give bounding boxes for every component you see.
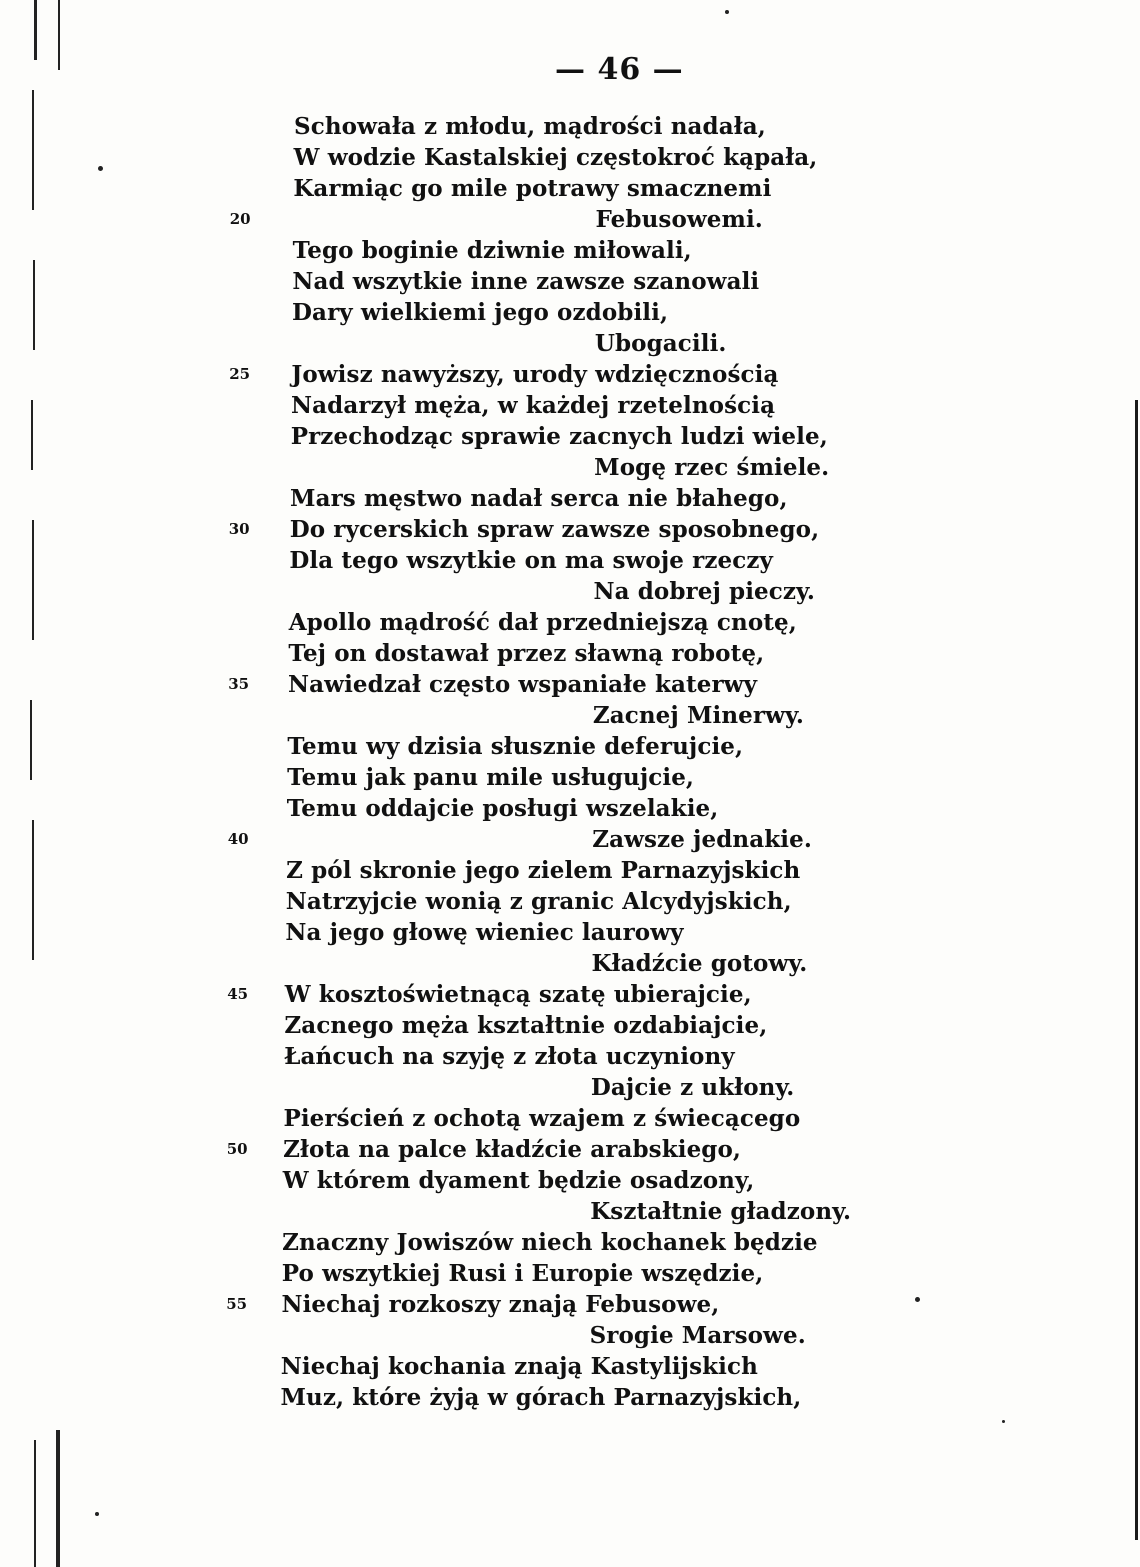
line-number: 40 [227, 830, 249, 848]
poem-line: Znaczny Jowiszów niech kochanek będzie [282, 1229, 818, 1256]
poem-line: Temu wy dzisia słusznie deferujcie, [287, 733, 744, 760]
line-number: 55 [226, 1295, 248, 1313]
poem-line: Pierścień z ochotą wzajem z świecącego [283, 1105, 801, 1132]
binding-edge [28, 0, 68, 1567]
poem-line: Do rycerskich spraw zawsze sposobnego, [289, 516, 820, 543]
poem-short-line: Kładźcie gotowy. [591, 950, 808, 977]
page-number: — 46 — [555, 52, 684, 87]
poem-line: Zacnego męża kształtnie ozdabiajcie, [284, 1012, 768, 1039]
poem-line: W wodzie Kastalskiej częstokroć kąpała, [293, 144, 818, 171]
line-number: 45 [227, 985, 249, 1003]
poem-short-line: Ubogacili. [594, 330, 727, 357]
poem-line: Muz, które żyją w górach Parnazyjskich, [280, 1384, 802, 1411]
poem-line: Dary wielkiemi jego ozdobili, [292, 299, 669, 326]
poem-line: Temu jak panu mile usługujcie, [287, 764, 695, 791]
poem-short-line: Zacnej Minerwy. [592, 702, 804, 729]
poem-line: Mars męstwo nadał serca nie błahego, [290, 485, 788, 512]
poem-line: Po wszytkiej Rusi i Europie wszędzie, [281, 1260, 764, 1287]
poem-short-line: Kształtnie gładzony. [590, 1198, 852, 1225]
poem-line: Tej on dostawał przez sławną robotę, [288, 640, 765, 667]
poem-line: Karmiąc go mile potrawy smacznemi [293, 175, 772, 202]
poem-line: W kosztoświetnącą szatę ubierajcie, [284, 981, 752, 1008]
speck [1002, 1420, 1005, 1423]
poem-line: Schowała z młodu, mądrości nadała, [294, 113, 766, 140]
poem-line: W którem dyament będzie osadzony, [282, 1167, 755, 1194]
poem-line: Nad wszytkie inne zawsze szanowali [292, 268, 760, 295]
line-number: 50 [226, 1140, 248, 1158]
poem-line: Apollo mądrość dał przedniejszą cnotę, [288, 609, 797, 636]
poem-line: Niechaj rozkoszy znają Febusowe, [281, 1291, 720, 1318]
poem-short-line: Srogie Marsowe. [589, 1322, 806, 1349]
poem-line: Dla tego wszytkie on ma swoje rzeczy [289, 547, 773, 574]
poem-line: Tego boginie dziwnie miłowali, [292, 237, 692, 264]
speck [95, 1512, 99, 1516]
poem-line: Nawiedzał często wspaniałe katerwy [288, 671, 758, 698]
line-number: 35 [228, 675, 250, 693]
poem-line: Temu oddajcie posługi wszelakie, [286, 795, 719, 822]
poem-line: Przechodząc sprawie zacnych ludzi wiele, [290, 423, 828, 450]
poem-short-line: Na dobrej pieczy. [593, 578, 815, 605]
speck [98, 166, 103, 171]
line-number: 20 [229, 210, 251, 228]
poem-short-line: Zawsze jednakie. [592, 826, 812, 853]
poem-line: Złota na palce kładźcie arabskiego, [283, 1136, 742, 1163]
poem-line: Nadarzył męża, w każdej rzetelnością [291, 392, 776, 419]
poem-line: Na jego głowę wieniec laurowy [285, 919, 684, 946]
speck [725, 10, 729, 14]
poem-short-line: Mogę rzec śmiele. [594, 454, 830, 481]
line-number: 30 [228, 520, 250, 538]
poem-line: Łańcuch na szyję z złota uczyniony [284, 1043, 735, 1070]
line-number: 25 [229, 365, 251, 383]
poem-line: Jowisz nawyższy, urody wdzięcznością [291, 361, 779, 388]
speck [915, 1297, 920, 1302]
poem-short-line: Febusowemi. [595, 206, 763, 233]
poem-line: Niechaj kochania znają Kastylijskich [280, 1353, 758, 1380]
poem-line: Z pól skronie jego zielem Parnazyjskich [286, 857, 801, 884]
poem-line: Natrzyjcie wonią z granic Alcydyjskich, [285, 888, 792, 915]
page-right-edge [1135, 400, 1138, 1540]
poem-short-line: Dajcie z ukłony. [590, 1074, 795, 1101]
